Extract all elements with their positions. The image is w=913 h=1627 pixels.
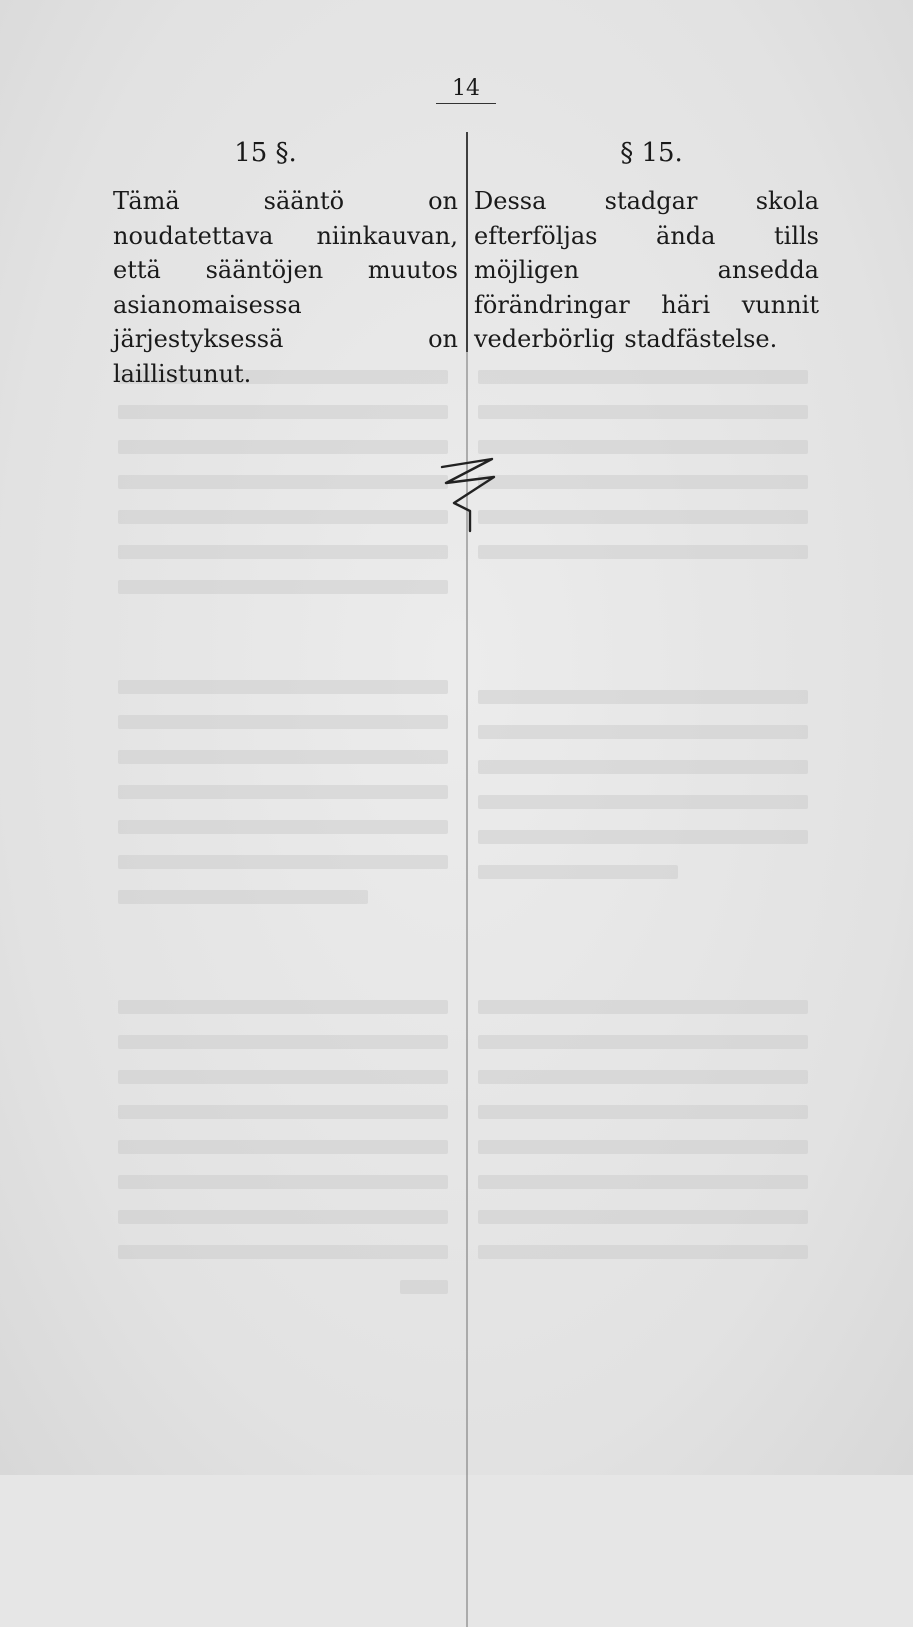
- section-text: Dessa stadgar skola efterföljas ända tills möjligen ansedda förändringar häri vunnit vederbörlig stadfästelse.: [474, 187, 819, 353]
- finnish-column: [113, 140, 458, 391]
- section-heading: 15 §.: [234, 138, 297, 168]
- page-number: 14: [436, 76, 496, 104]
- column-divider-faint: [466, 132, 468, 1627]
- column-divider: [466, 132, 468, 352]
- section-heading: § 15.: [620, 138, 683, 168]
- swedish-column: [474, 140, 819, 357]
- ink-mark: [440, 455, 500, 535]
- section-text: Tämä sääntö on noudatettava niinkauvan, että sääntöjen muutos asianomaisessa järjestyksessä on laillistunut.: [113, 187, 458, 388]
